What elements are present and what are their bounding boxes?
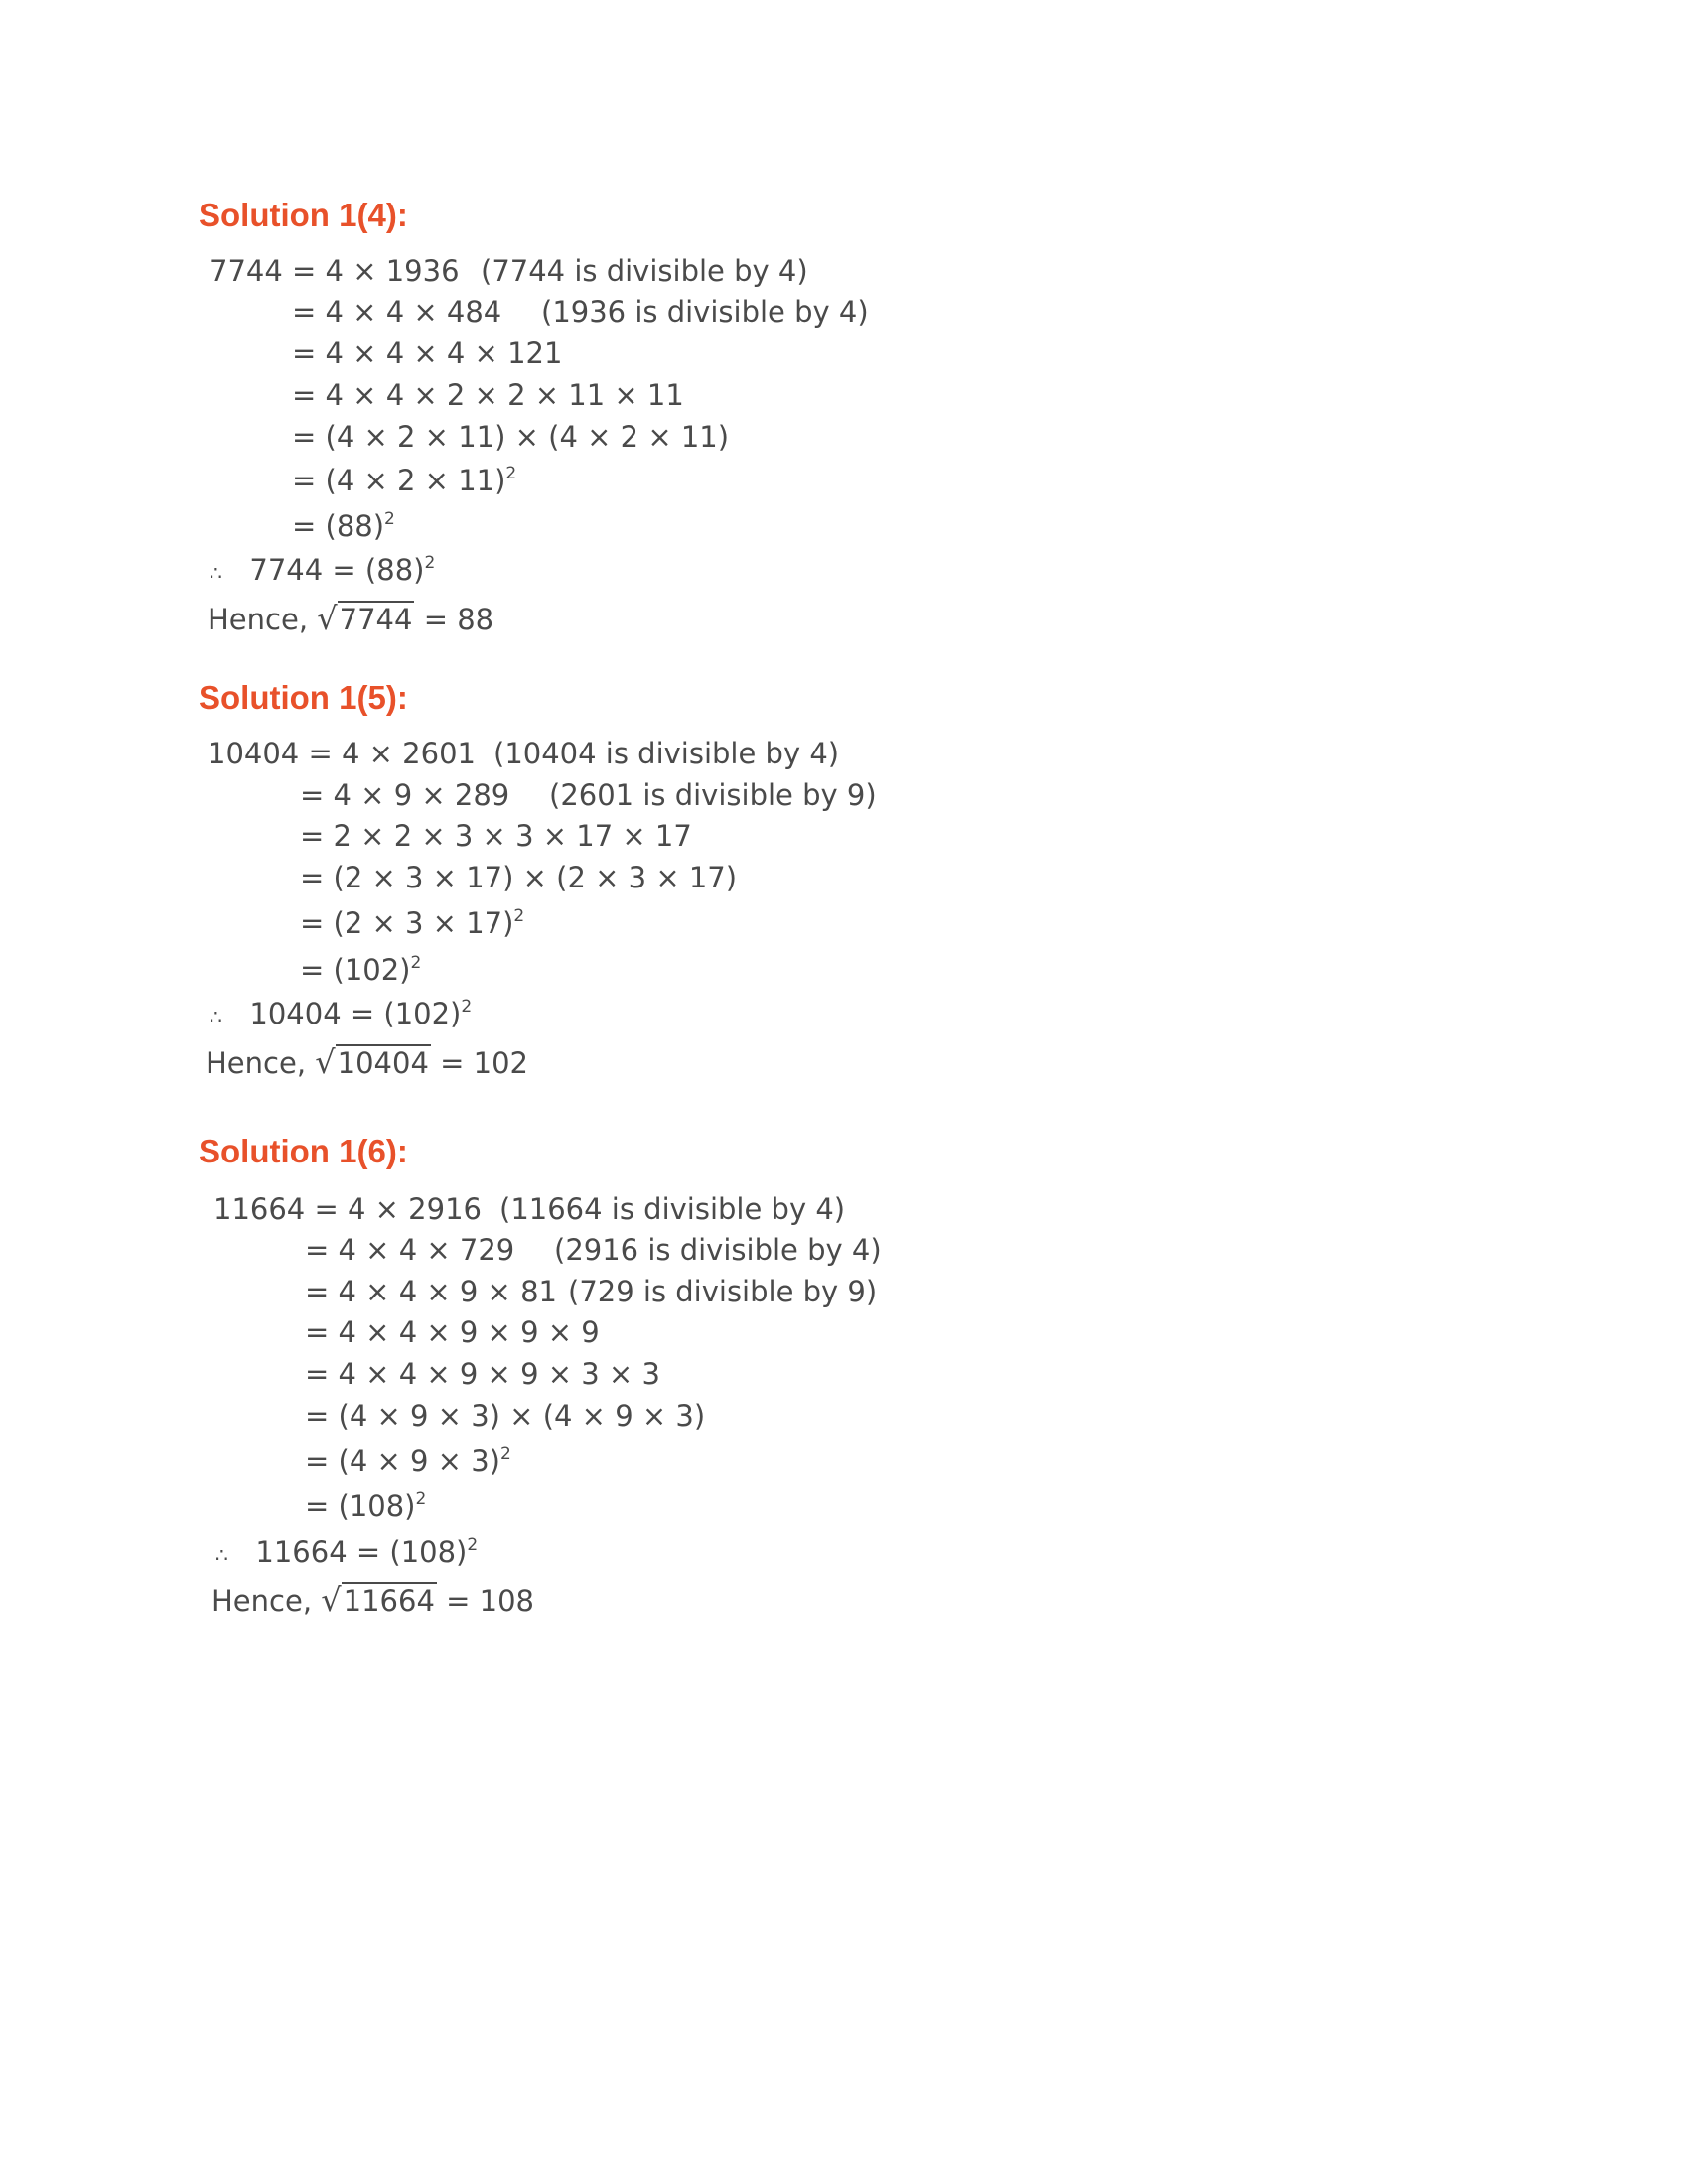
radical-sign-icon: √: [321, 1581, 342, 1619]
solution-4-line-6: = $(4 \times 2 \times 11)^2$: [292, 464, 517, 497]
solution-6-line-3: = 4 × 4 × 9 × 81: [305, 1275, 557, 1308]
solution-6-line-6: = (4 × 9 × 3) × (4 × 9 × 3): [305, 1399, 706, 1433]
solution-5-line-3: = 2 × 2 × 3 × 3 × 17 × 17: [300, 819, 692, 853]
solution-4-hence: Hence, √7744 = 88: [208, 600, 494, 637]
solution-4-note-1: (7744 is divisible by 4): [481, 254, 808, 288]
solution-4-line-5: = (4 × 2 × 11) × (4 × 2 × 11): [292, 420, 730, 454]
solution-6-heading: Solution 1(6):: [199, 1133, 408, 1169]
solution-6-line-5: = 4 × 4 × 9 × 9 × 3 × 3: [305, 1357, 660, 1391]
solution-6-note-2: (2916 is divisible by 4): [554, 1233, 882, 1267]
solution-6-line-1: 11664 = 4 × 2916: [213, 1192, 482, 1226]
solution-4-line-4: = 4 × 4 × 2 × 2 × 11 × 11: [292, 378, 684, 412]
solution-5-therefore: ∴ $10404 = (102)^2$: [210, 997, 473, 1030]
solution-5-heading: Solution 1(5):: [199, 679, 408, 716]
solution-4-line-1: 7744 = 4 × 1936: [210, 254, 460, 288]
square-root: √7744: [317, 600, 413, 637]
solution-6-line-2: = 4 × 4 × 729: [305, 1233, 515, 1267]
radical-sign-icon: √: [317, 600, 338, 637]
square-root: √10404: [315, 1043, 429, 1081]
solution-5-line-1: 10404 = 4 × 2601: [208, 737, 476, 770]
solution-5-line-5: = $(2 \times 3 \times 17)^2$: [300, 906, 525, 940]
solution-6-hence: Hence, √11664 = 108: [211, 1581, 535, 1619]
solution-4-therefore: ∴ $7744 = (88)^2$: [210, 553, 436, 587]
solution-6-note-1: (11664 is divisible by 4): [499, 1192, 846, 1226]
solution-4-note-2: (1936 is divisible by 4): [541, 295, 869, 329]
solution-6-line-7: = $(4 \times 9 \times 3)^2$: [305, 1444, 511, 1478]
therefore-symbol: ∴: [210, 1005, 222, 1028]
square-root: √11664: [321, 1581, 435, 1619]
therefore-symbol: ∴: [215, 1543, 228, 1567]
solution-6-note-3: (729 is divisible by 9): [568, 1275, 878, 1308]
radical-sign-icon: √: [315, 1043, 336, 1081]
therefore-symbol: ∴: [210, 561, 222, 585]
solution-6-line-4: = 4 × 4 × 9 × 9 × 9: [305, 1315, 600, 1349]
solution-5-line-2: = 4 × 9 × 289: [300, 778, 510, 812]
solution-5-note-2: (2601 is divisible by 9): [549, 778, 877, 812]
solution-4-line-3: = 4 × 4 × 4 × 121: [292, 337, 563, 370]
solution-6-line-8: = $(108)^2$: [305, 1489, 427, 1523]
solution-4-line-2: = 4 × 4 × 484: [292, 295, 502, 329]
solution-5-line-6: = $(102)^2$: [300, 953, 422, 987]
solution-5-line-4: = (2 × 3 × 17) × (2 × 3 × 17): [300, 861, 738, 894]
solution-4-heading: Solution 1(4):: [199, 197, 408, 233]
solution-4-line-7: = $(88)^2$: [292, 509, 395, 543]
solution-6-therefore: ∴ $11664 = (108)^2$: [215, 1535, 479, 1569]
solution-5-hence: Hence, √10404 = 102: [206, 1043, 529, 1081]
solution-5-note-1: (10404 is divisible by 4): [493, 737, 840, 770]
